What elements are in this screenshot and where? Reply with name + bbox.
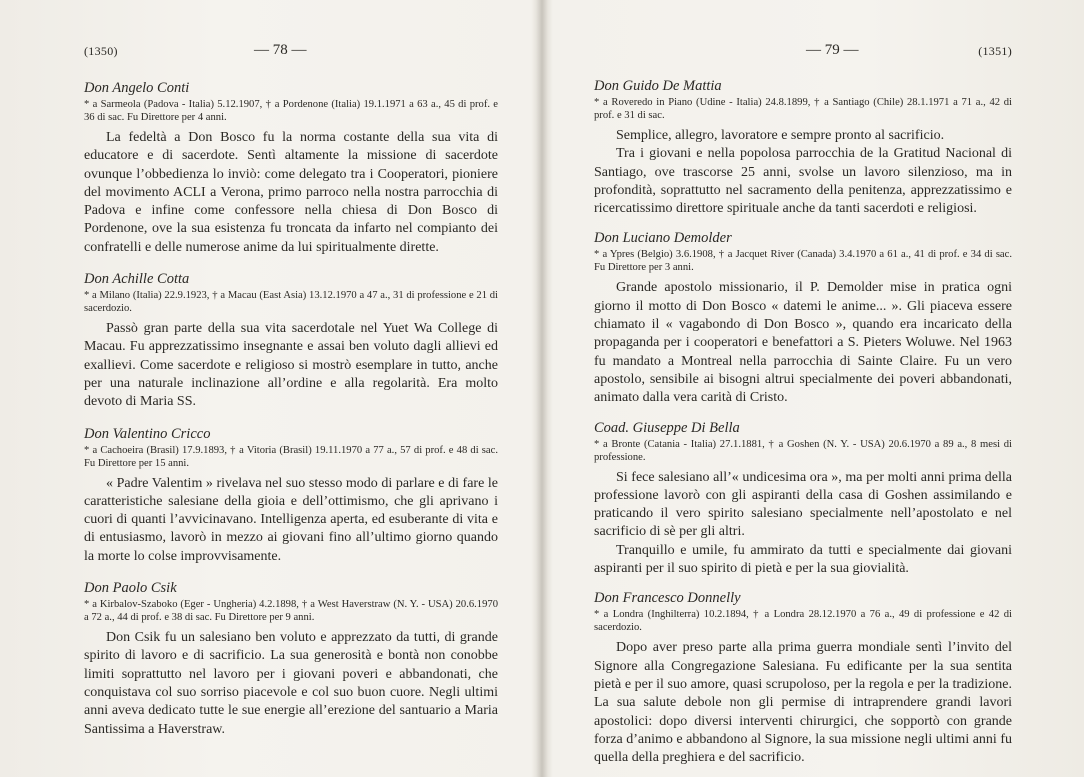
obituary-entry bbox=[594, 590, 1012, 767]
obituary-entry bbox=[594, 230, 1012, 407]
obituary-entry bbox=[84, 426, 498, 566]
entry-paragraph: Dopo aver preso parte alla prima guerra mondiale sentì l’invito del Signore alla Congregazione Salesiana. Fu edificante per la sua sentita pietà e per il suo amore, quasi scrupoloso, per la regola e per la tradizione. La sua salute debole non gli permise di intraprendere grandi lavori apostolici: dopo diversi interventi chirurgici, che sopportò con grande forza d’animo e abbandono al Signore, la sua missione negli ultimi anni fu quella della preghiera e del sacrificio. bbox=[594, 640, 1012, 766]
entry-paragraph: Si fece salesiano all’« undicesima ora », ma per molti anni prima della professione lavorò con gli aspiranti della casa di Goshen assimilando e praticando il vero spirito salesiano specialmente nell’apostolato e nel sacrificio di sè per gli altri. bbox=[594, 469, 1012, 540]
entry-vitals: * a Milano (Italia) 22.9.1923, † a Macau (East Asia) 13.12.1970 a 47 a., 31 di professione e 21 di sacerdozio. bbox=[84, 290, 498, 315]
entry-name: Don Valentino Cricco bbox=[84, 425, 211, 442]
entry-paragraph: Tra i giovani e nella popolosa parrocchia de la Gratitud Nacional di Santiago, ove trascorse 25 anni, svolse un lavoro silenzioso, ma in profondità, soprattutto nel sacramento della penitenza, apprezzatissimo e ricercatissimo direttore spirituale anche da tanti sacerdoti e religiosi. bbox=[594, 146, 1012, 217]
entry-vitals: * a Kirbalov-Szaboko (Eger - Ungheria) 4.2.1898, † a West Haverstraw (N. Y. - USA) 20.6.1970 a 72 a., 44 di prof. e 38 di sac. Fu Direttore per 9 anni. bbox=[84, 599, 498, 624]
left-page bbox=[0, 0, 540, 777]
entry-name: Don Guido De Mattia bbox=[594, 78, 722, 94]
entry-name: Don Francesco Donnelly bbox=[594, 590, 741, 607]
entry-paragraph: Grande apostolo missionario, il P. Demolder mise in pratica ogni giorno il motto di Don Bosco « datemi le anime... ». Gli piaceva essere chiamato il « vagabondo di Don Bosco », quando era incaricato della propaganda per i cooperatori e benefattori a S. Pieters Woluwe. Nel 1963 fu mandato a Montreal nella parrocchia di Sainte Claire. Fu un vero apostolo, sensibile ai bisogni altrui specialmente dei poveri abbandonati, animato dalla vera carità di Cristo. bbox=[594, 280, 1012, 406]
entry-vitals: * a Roveredo in Piano (Udine - Italia) 24.8.1899, † a Santiago (Chile) 28.1.1971 a 71 a., 42 di prof. e 31 di sac. bbox=[594, 97, 1012, 121]
entry-vitals: * a Sarmeola (Padova - Italia) 5.12.1907, † a Pordenone (Italia) 19.1.1971 a 63 a., 45 di prof. e 36 di sac. Fu Direttore per 4 anni. bbox=[84, 99, 498, 123]
left-page-header bbox=[84, 42, 498, 66]
entry-paragraph: Semplice, allegro, lavoratore e sempre pronto al sacrificio. bbox=[616, 128, 945, 143]
entry-paragraph: Don Csik fu un salesiano ben voluto e apprezzato da tutti, di grande spirito di lavoro e di sacrificio. La sua generosità e bontà non conobbe limiti soprattutto nel lavoro per i giovani poveri e abbandonati, che conquistava col suo sorriso piacevole e col suo buon cuore. Negli ultimi anni aveva dedicato tutte le sue energie all’erezione del santuario a Maria Santissima a Haverstraw. bbox=[84, 630, 498, 737]
right-page bbox=[544, 0, 1084, 777]
entry-name: Don Angelo Conti bbox=[84, 80, 190, 96]
entry-name: Don Paolo Csik bbox=[84, 580, 177, 597]
entry-name: Don Luciano Demolder bbox=[594, 230, 732, 247]
entry-paragraph: Passò gran parte della sua vita sacerdotale nel Yuet Wa College di Macau. Fu apprezzatissimo insegnante e assai ben voluto dagli allievi ed exallievi. Come sacerdote e religioso si mostrò esemplare in tutto, anche per una naturale inclinazione all’ordine e alla regolarità. Era molto devoto di Maria SS. bbox=[84, 321, 498, 410]
entry-vitals: * a Ypres (Belgio) 3.6.1908, † a Jacquet River (Canada) 3.4.1970 a 61 a., 41 di prof. e 34 di sac. Fu Direttore per 3 anni. bbox=[594, 249, 1012, 274]
entry-vitals: * a Londra (Inghilterra) 10.2.1894, † a Londra 28.12.1970 a 76 a., 49 di professione e 42 di sacerdozio. bbox=[594, 609, 1012, 634]
entry-paragraph: Tranquillo e umile, fu ammirato da tutti e specialmente dai giovani aspiranti per il suo spirito di pietà e per la sua giovialità. bbox=[594, 542, 1012, 577]
right-page-header bbox=[594, 42, 1012, 66]
entry-paragraph: La fedeltà a Don Bosco fu la norma costante della sua vita di educatore e di sacerdote. Sentì altamente la missione di sacerdote ovunque l’obbedienza lo inviò: come delegato tra i Cooperatori, pioniere del movimento ACLI a Verona, primo parroco nella nostra parrocchia di Padova e infine come confessore nella chiesa di Don Bosco di Pordenone, ove la sua esistenza fu troncata da infarto nel compianto dei confratelli e delle numerose anime da lui spiritualmente dirette. bbox=[84, 130, 498, 255]
obituary-entry bbox=[84, 271, 498, 411]
entry-name: Coad. Giuseppe Di Bella bbox=[594, 419, 740, 436]
obituary-entry bbox=[594, 78, 1012, 218]
entry-vitals: * a Cachoeira (Brasil) 17.9.1893, † a Vitoria (Brasil) 19.11.1970 a 77 a., 57 di prof. e 48 di sac. Fu Direttore per 15 anni. bbox=[84, 444, 498, 469]
page-number: — 79 — bbox=[806, 42, 859, 58]
obituary-entry bbox=[84, 80, 498, 257]
volume-number: (1351) bbox=[978, 44, 1012, 58]
obituary-entry bbox=[594, 420, 1012, 579]
obituary-entry bbox=[84, 580, 498, 739]
page-number: — 78 — bbox=[254, 42, 307, 58]
entry-name: Don Achille Cotta bbox=[84, 271, 190, 288]
entry-vitals: * a Bronte (Catania - Italia) 27.1.1881, † a Goshen (N. Y. - USA) 20.6.1970 a 89 a., 8 mesi di professione. bbox=[594, 438, 1012, 463]
volume-number: (1350) bbox=[84, 44, 118, 58]
entry-paragraph: « Padre Valentim » rivelava nel suo stesso modo di parlare e di fare le caratteristiche salesiane della gioia e dell’ottimismo, che gli aprivano i cuori di quanti l’avvicinavano. Intelligenza aperta, ed esuberante di vita e di entusiasmo, lavorò in mezzo ai giovani fino all’ultimo giorno quando la morte lo colse improvvisamente. bbox=[84, 475, 498, 564]
